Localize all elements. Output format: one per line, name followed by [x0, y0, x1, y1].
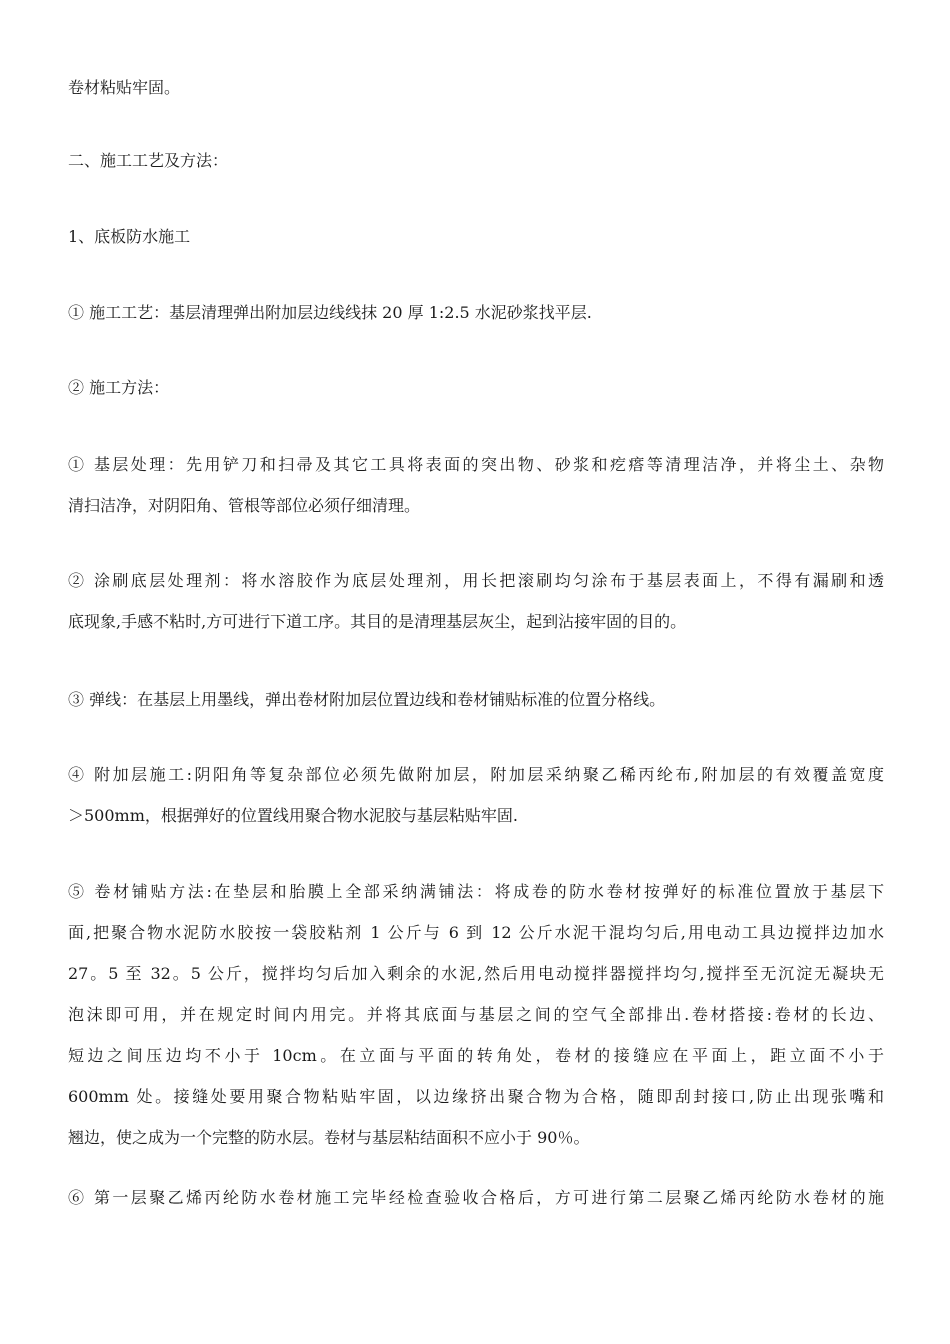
text-line: ④ 附加层施工:阴阳角等复杂部位必须先做附加层，附加层采纳聚乙稀丙纶布,附加层的有效覆盖宽度 [68, 765, 884, 784]
text-line: 短边之间压边均不小于 10cm。在立面与平面的转角处，卷材的接缝应在平面上，距立面不小于 [68, 1046, 884, 1065]
text-line: ⑥ 第一层聚乙烯丙纶防水卷材施工完毕经检查验收合格后，方可进行第二层聚乙烯丙纶防水卷材的施 [68, 1188, 884, 1207]
paragraph-method-heading: ② 施工方法： [68, 378, 170, 397]
text-line: 600mm 处。接缝处要用聚合物粘贴牢固，以边缘挤出聚合物为合格，随即刮封接口,防止出现张嘴和 [68, 1087, 884, 1106]
subsection-heading: 1、底板防水施工 [68, 227, 191, 246]
paragraph-membrane-laying [68, 871, 884, 1158]
text-line: 面,把聚合物水泥防水胶按一袋胶粘剂 1 公斤与 6 到 12 公斤水泥干混均匀后,用电动工具边搅拌边加水 [68, 923, 884, 942]
paragraph-snap-line: ③ 弹线：在基层上用墨线，弹出卷材附加层位置边线和卷材铺贴标准的位置分格线。 [68, 690, 666, 709]
text-line: 底现象,手感不粘时,方可进行下道工序。其目的是清理基层灰尘，起到沾接牢固的目的。 [68, 612, 687, 631]
section-heading: 二、施工工艺及方法： [68, 151, 229, 170]
text-line: ＞500mm，根据弹好的位置线用聚合物水泥胶与基层粘贴牢固. [68, 806, 518, 825]
paragraph-primer [68, 560, 884, 642]
paragraph-additional-layer [68, 754, 884, 836]
text-line: 翘边，使之成为一个完整的防水层。卷材与基层粘结面积不应小于 90％。 [68, 1128, 590, 1147]
text-line: ② 涂刷底层处理剂：将水溶胶作为底层处理剂，用长把滚刷均匀涂布于基层表面上，不得有漏刷和透 [68, 571, 884, 590]
paragraph-process: ① 施工工艺：基层清理弹出附加层边线线抹 20 厚 1:2.5 水泥砂浆找平层. [68, 303, 592, 322]
text-line: ① 基层处理：先用铲刀和扫帚及其它工具将表面的突出物、砂浆和疙瘩等清理洁净，并将尘土、杂物 [68, 455, 884, 474]
text-line: 泡沫即可用，并在规定时间内用完。并将其底面与基层之间的空气全部排出.卷材搭接:卷材的长边、 [68, 1005, 884, 1024]
paragraph-intro-end: 卷材粘贴牢固。 [68, 78, 181, 97]
text-line: ⑤ 卷材铺贴方法:在垫层和胎膜上全部采纳满铺法：将成卷的防水卷材按弹好的标准位置放于基层下 [68, 882, 884, 901]
text-line: 清扫洁净，对阴阳角、管根等部位必须仔细清理。 [68, 496, 421, 515]
paragraph-base-treatment [68, 444, 884, 526]
text-line: 27。5 至 32。5 公斤，搅拌均匀后加入剩余的水泥,然后用电动搅拌器搅拌均匀,搅拌至无沉淀无凝块无 [68, 964, 884, 983]
paragraph-second-layer [68, 1177, 884, 1218]
